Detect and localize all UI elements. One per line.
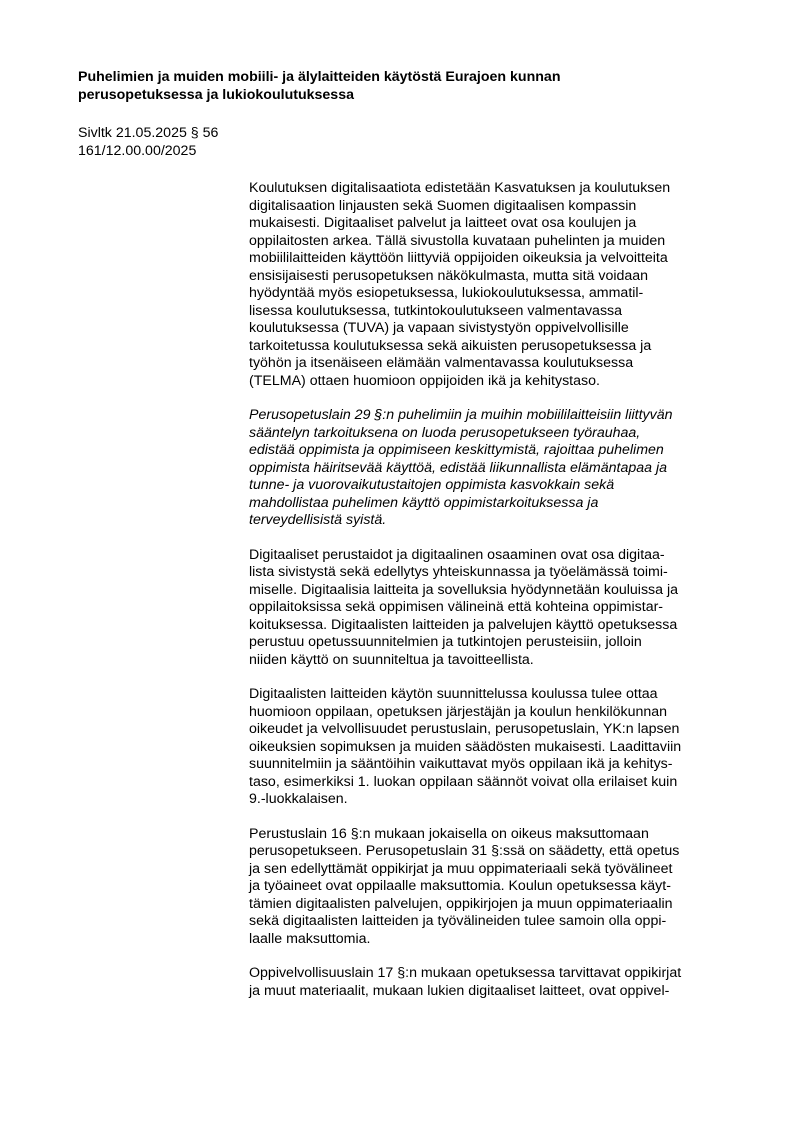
paragraph-line: tämien digitaalisten palvelujen, oppikirjojen ja muun oppimateriaalin [249, 895, 673, 912]
paragraph-line: ja muut materiaalit, mukaan lukien digitaaliset laitteet, ovat oppivel- [249, 982, 670, 999]
paragraph-line: oppimista häiritsevää käyttöä, edistää liikunnallista elämäntapaa ja [249, 459, 667, 476]
paragraph-line: tarkoitetussa koulutuksessa sekä aikuisten perusopetuksessa ja [249, 337, 652, 354]
document-meta [78, 125, 218, 160]
paragraph [249, 547, 741, 670]
paragraph-line: oikeuksien sopimuksen ja muiden säädösten mukaisesti. Laadittaviin [249, 738, 682, 755]
record-number: 161/12.00.00/2025 [78, 142, 197, 159]
document-title [78, 69, 718, 104]
paragraph-line: oppilaitoksissa sekä oppimisen välineinä että kohteina oppimistar- [249, 599, 664, 615]
paragraph-line: ensisijaisesti perusopetuksen näkökulmasta, mutta sitä voidaan [249, 267, 649, 284]
paragraph-line: hyödyntää myös esiopetuksessa, lukiokoulutuksessa, ammatil- [249, 285, 644, 301]
paragraph-line: ja sen edellyttämät oppikirjat ja muu oppimateriaali sekä työvälineet [249, 860, 673, 877]
paragraph-line: (TELMA) ottaen huomioon oppijoiden ikä ja kehitystaso. [249, 372, 600, 389]
paragraph-line: Oppivelvollisuuslain 17 §:n mukaan opetuksessa tarvittavat oppikirjat [249, 965, 682, 981]
paragraph-line: ja työaineet ovat oppilaalle maksuttomia. Koulun opetuksessa käyt- [249, 878, 671, 894]
document-body [249, 180, 741, 1017]
paragraph-line: mukaisesti. Digitaaliset palvelut ja laitteet ovat osa koulujen ja [249, 215, 637, 231]
paragraph [249, 180, 741, 390]
paragraph-line: miselle. Digitaalisia laitteita ja sovelluksia hyödynnetään kouluissa ja [249, 581, 679, 598]
paragraph-line: taso, esimerkiksi 1. luokan oppilaan säännöt voivat olla erilaiset kuin [249, 773, 678, 790]
paragraph-line: oikeudet ja velvollisuudet perustuslain, perusopetuslain, YK:n lapsen [249, 721, 680, 737]
paragraph-line: terveydellisistä syistä. [249, 512, 387, 528]
paragraph-line: laalle maksuttomia. [249, 930, 371, 947]
paragraph [249, 686, 741, 809]
paragraph-line: työhön ja itsenäiseen elämään valmentavassa koulutuksessa [249, 355, 634, 371]
paragraph [249, 407, 741, 530]
paragraph [249, 826, 741, 949]
meeting-reference: Sivltk 21.05.2025 § 56 [78, 125, 219, 141]
paragraph-line: Digitaaliset perustaidot ja digitaalinen osaaminen ovat osa digitaa- [249, 546, 665, 563]
paragraph-line: koituksessa. Digitaalisten laitteiden ja palvelujen käyttö opetuksessa [249, 616, 678, 633]
paragraph-line: Perusopetuslain 29 §:n puhelimiin ja muihin mobiililaitteisiin liittyvän [249, 407, 673, 423]
paragraph-line: oppilaitosten arkea. Tällä sivustolla kuvataan puhelinten ja muiden [249, 232, 666, 249]
paragraph-line: edistää oppimista ja oppimiseen keskittymistä, rajoittaa puhelimen [249, 442, 664, 458]
paragraph-line: suunnitelmiin ja sääntöihin vaikuttavat myös oppilaan ikä ja kehitys- [249, 756, 673, 772]
paragraph-line: huomioon oppilaan, opetuksen järjestäjän ja koulun henkilökunnan [249, 703, 668, 720]
paragraph-line: mobiililaitteiden käyttöön liittyviä oppijoiden oikeuksia ja velvoitteita [249, 250, 668, 266]
paragraph-line: koulutuksessa (TUVA) ja vapaan sivistystyön oppivelvollisille [249, 320, 629, 336]
paragraph-line: digitalisaation linjausten sekä Suomen digitaalisen kompassin [249, 197, 637, 214]
paragraph-line: Koulutuksen digitalisaatiota edistetään Kasvatuksen ja koulutuksen [249, 180, 671, 196]
paragraph-line: perustuu opetussuunnitelmien ja tutkintojen perusteisiin, jolloin [249, 634, 642, 650]
paragraph-line: mahdollistaa puhelimen käyttö oppimistarkoituksessa ja [249, 494, 599, 511]
paragraph-line: sääntelyn tarkoituksena on luoda perusopetukseen työrauhaa, [249, 424, 641, 441]
paragraph-line: lisessa koulutuksessa, tutkintokoulutukseen valmentavassa [249, 302, 623, 319]
paragraph-line: Perustuslain 16 §:n mukaan jokaisella on oikeus maksuttomaan [249, 825, 649, 842]
paragraph-line: Digitaalisten laitteiden käytön suunnittelussa koulussa tulee ottaa [249, 686, 658, 702]
paragraph-line: lista sivistystä sekä edellytys yhteiskunnassa ja työelämässä toimi- [249, 564, 668, 580]
paragraph-line: 9.-luokkalaisen. [249, 791, 348, 807]
paragraph-line: perusopetukseen. Perusopetuslain 31 §:ssä on säädetty, että opetus [249, 843, 680, 859]
paragraph-line: niiden käyttö on suunniteltua ja tavoitteellista. [249, 651, 534, 668]
title-line: perusopetuksessa ja lukiokoulutuksessa [78, 86, 354, 103]
title-line: Puhelimien ja muiden mobiili- ja älylaitteiden käytöstä Eurajoen kunnan [78, 69, 561, 85]
paragraph-line: tunne- ja vuorovaikutustaitojen oppimista kasvokkain sekä [249, 477, 615, 493]
paragraph [249, 965, 741, 1000]
paragraph-line: sekä digitaalisten laitteiden ja työvälineiden tulee samoin olla oppi- [249, 913, 667, 929]
